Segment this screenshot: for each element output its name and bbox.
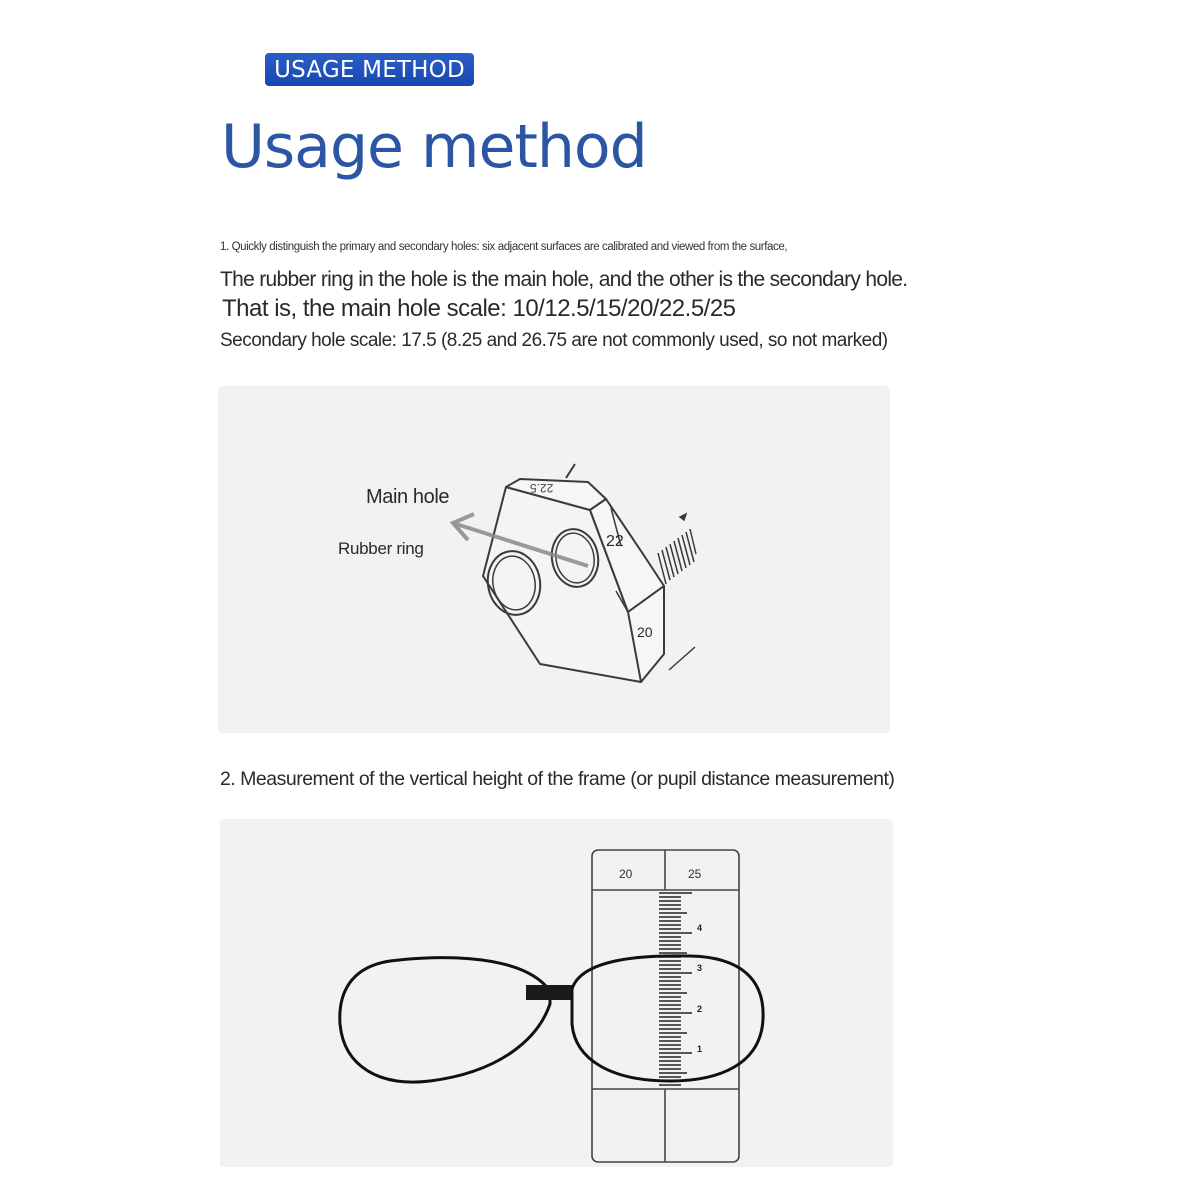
glasses-ruler-illustration <box>220 819 893 1167</box>
ruler-header-right: 25 <box>688 867 702 881</box>
screw-icon <box>658 514 696 584</box>
section1-line-main-secondary: The rubber ring in the hole is the main hole, and the other is the secondary hole. <box>220 268 908 291</box>
face-label-top: 22.5 <box>530 481 554 495</box>
right-lens <box>572 956 763 1081</box>
scale-mark-2: 2 <box>697 1004 703 1014</box>
section1-line-secondary-scale: Secondary hole scale: 17.5 (8.25 and 26.75 are not commonly used, so not marked) <box>220 330 888 351</box>
frame-height-diagram <box>220 819 893 1167</box>
section1-line-main-scale: That is, the main hole scale: 10/12.5/15/20/22.5/25 <box>222 295 736 322</box>
scale-mark-3: 3 <box>697 963 703 973</box>
hole-gauge-diagram <box>218 386 890 733</box>
page-title: Usage method <box>221 112 647 182</box>
left-lens <box>340 958 550 1082</box>
section2-heading: 2. Measurement of the vertical height of the frame (or pupil distance measurement) <box>220 768 895 790</box>
usage-method-badge: USAGE METHOD <box>265 53 474 86</box>
scale-mark-1: 1 <box>697 1044 703 1054</box>
face-label-bottom-right: 20 <box>637 624 653 640</box>
hex-gauge-illustration <box>218 386 890 733</box>
face-label-right: 22 <box>606 533 624 550</box>
ruler-scale <box>659 893 692 1085</box>
label-main-hole: Main hole <box>366 486 450 508</box>
bridge <box>526 985 572 1000</box>
ruler-header-left: 20 <box>619 867 633 881</box>
scale-mark-4: 4 <box>697 923 703 933</box>
section1-intro: 1. Quickly distinguish the primary and secondary holes: six adjacent surfaces are calibrated and viewed from the surface, <box>220 241 788 253</box>
label-rubber-ring: Rubber ring <box>338 539 424 558</box>
